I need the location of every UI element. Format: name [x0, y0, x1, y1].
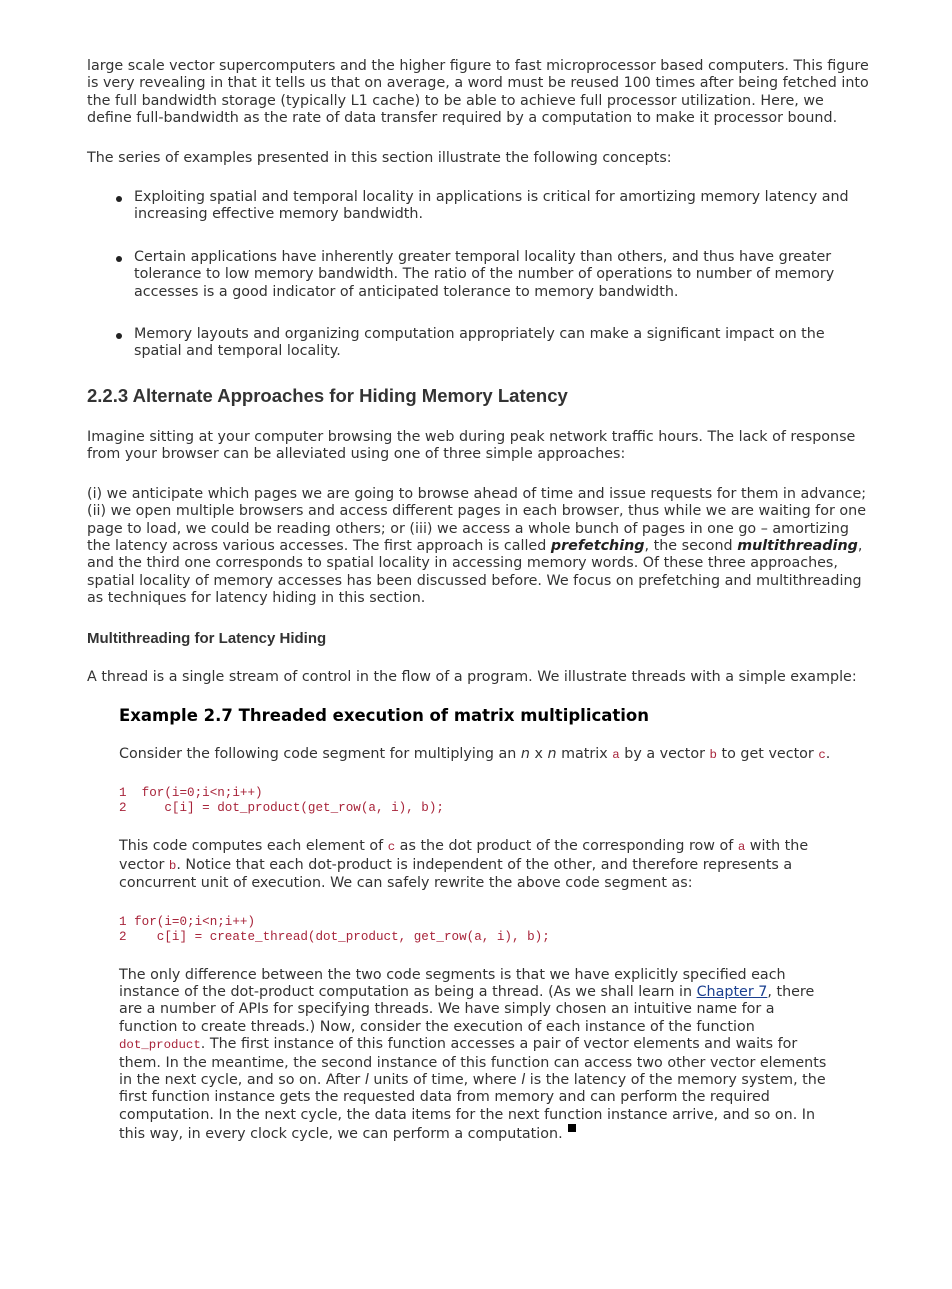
inline-code-c: c: [387, 840, 396, 855]
variable-n: n: [547, 745, 557, 762]
end-of-example-icon: [568, 1124, 576, 1132]
bullet-icon: [116, 333, 122, 339]
section-paragraph-1: Imagine sitting at your computer browsing the web during peak network traffic hours. The lack of response from your browser can be alleviated using one of three simple approaches:: [87, 428, 856, 463]
section-paragraph-2: [87, 486, 869, 608]
example-paragraph-3: [119, 967, 831, 1144]
text-run: x: [529, 745, 548, 762]
text-run: (i) we anticipate which pages we are going to browse ahead of time and issue requests for them in advance; (ii) we open multiple browsers and access different pages in each browser, thus while we are waiting for one page to load, we could be reading others; or (iii) we access a whole bunch of pages in one go – amortizing the latency across various accesses. The first approach is called: [87, 485, 867, 554]
text-run: to get vector: [716, 745, 819, 762]
text-run: . The first instance of this function accesses a pair of vector elements and waits for them. In the meantime, the second instance of this function can access two other vector elements in the next cycle, and so on. After: [119, 1036, 827, 1088]
subsection-paragraph: A thread is a single stream of control in the flow of a program. We illustrate threads with a simple example:: [87, 668, 857, 685]
text-run: .: [825, 745, 831, 762]
list-item: [134, 326, 869, 361]
intro-paragraph: large scale vector supercomputers and the higher figure to fast microprocessor based computers. This figure is very revealing in that it tells us that on average, a word must be reused 100 times after being fetched into the full bandwidth storage (typically L1 cache) to be able to achieve full processor utilization. Here, we define full-bandwidth as the rate of data transfer required by a computation to make it processor bound.: [87, 58, 869, 127]
list-item-text: Memory layouts and organizing computation appropriately can make a significant impact on the spatial and temporal locality.: [134, 326, 825, 360]
text-run: units of time, where: [368, 1072, 522, 1088]
example-paragraph-1: [119, 746, 831, 764]
bullet-icon: [116, 196, 122, 202]
example-paragraph-2: [119, 838, 831, 892]
variable-l: l: [364, 1072, 369, 1088]
text-run: , and the third one corresponds to spatial locality in accessing memory words. Of these three approaches, spatial locality of memory accesses has been discussed before. We focus on prefetching and multithreading as techniques for latency hiding in this section.: [87, 537, 863, 607]
subsection-heading: Multithreading for Latency Hiding: [87, 629, 327, 647]
inline-code-c: c: [818, 747, 826, 762]
concepts-list: [87, 189, 869, 361]
chapter-7-link[interactable]: Chapter 7: [696, 983, 768, 1000]
variable-n: n: [520, 745, 530, 762]
text-run: , there are a number of APIs for specifying threads. We have simply chosen an intuitive name for a function to create threads.) Now, consider the execution of each instance of the function: [119, 983, 815, 1035]
variable-l: l: [521, 1072, 526, 1088]
section-heading: 2.2.3 Alternate Approaches for Hiding Memory Latency: [87, 384, 568, 406]
concepts-intro: The series of examples presented in this section illustrate the following concepts:: [87, 149, 672, 166]
document-page: [87, 58, 869, 1144]
code-block-2: 1 for(i=0;i<n;i++) 2 c[i] = create_thread(dot_product, get_row(a, i), b);: [119, 914, 550, 944]
inline-code-a: a: [737, 840, 746, 855]
text-run: This code computes each element of: [119, 838, 388, 855]
term-multithreading: multithreading: [737, 537, 858, 554]
list-item: [134, 189, 869, 224]
text-run: is the latency of the memory system, the first function instance gets the requested data from memory and can perform the required computation. In the next cycle, the data items for the next function instance arrive, and so on. In this way, in every clock cycle, we can perform a computation.: [119, 1072, 826, 1143]
text-run: by a vector: [619, 745, 710, 762]
example-title: Example 2.7 Threaded execution of matrix multiplication: [119, 705, 650, 725]
text-run: as the dot product of the corresponding row of: [395, 838, 738, 855]
text-run: , the second: [644, 537, 738, 554]
text-run: The only difference between the two code segments is that we have explicitly specified each instance of the dot-product computation as being a thread. (As we shall learn in: [119, 966, 786, 1000]
inline-code-dot-product: dot_product: [119, 1038, 201, 1053]
text-run: matrix: [556, 745, 613, 762]
inline-code-b: b: [709, 747, 717, 762]
text-run: Consider the following code segment for multiplying an: [119, 745, 521, 762]
example-block: [119, 706, 831, 1144]
code-block-1: 1 for(i=0;i<n;i++) 2 c[i] = dot_product(get_row(a, i), b);: [119, 786, 444, 816]
inline-code-b: b: [168, 858, 177, 873]
text-run: with the vector: [119, 838, 809, 873]
bullet-icon: [116, 256, 122, 262]
list-item-text: Certain applications have inherently greater temporal locality than others, and thus have greater tolerance to low memory bandwidth. The ratio of the number of operations to number of memory accesses is a good indicator of anticipated tolerance to memory bandwidth.: [134, 248, 835, 300]
list-item: [134, 249, 869, 301]
text-run: . Notice that each dot-product is independent of the other, and therefore represents a concurrent unit of execution. We can safely rewrite the above code segment as:: [119, 856, 793, 892]
inline-code-a: a: [612, 747, 620, 762]
list-item-text: Exploiting spatial and temporal locality in applications is critical for amortizing memory latency and increasing effective memory bandwidth.: [134, 189, 849, 223]
term-prefetching: prefetching: [550, 537, 645, 554]
